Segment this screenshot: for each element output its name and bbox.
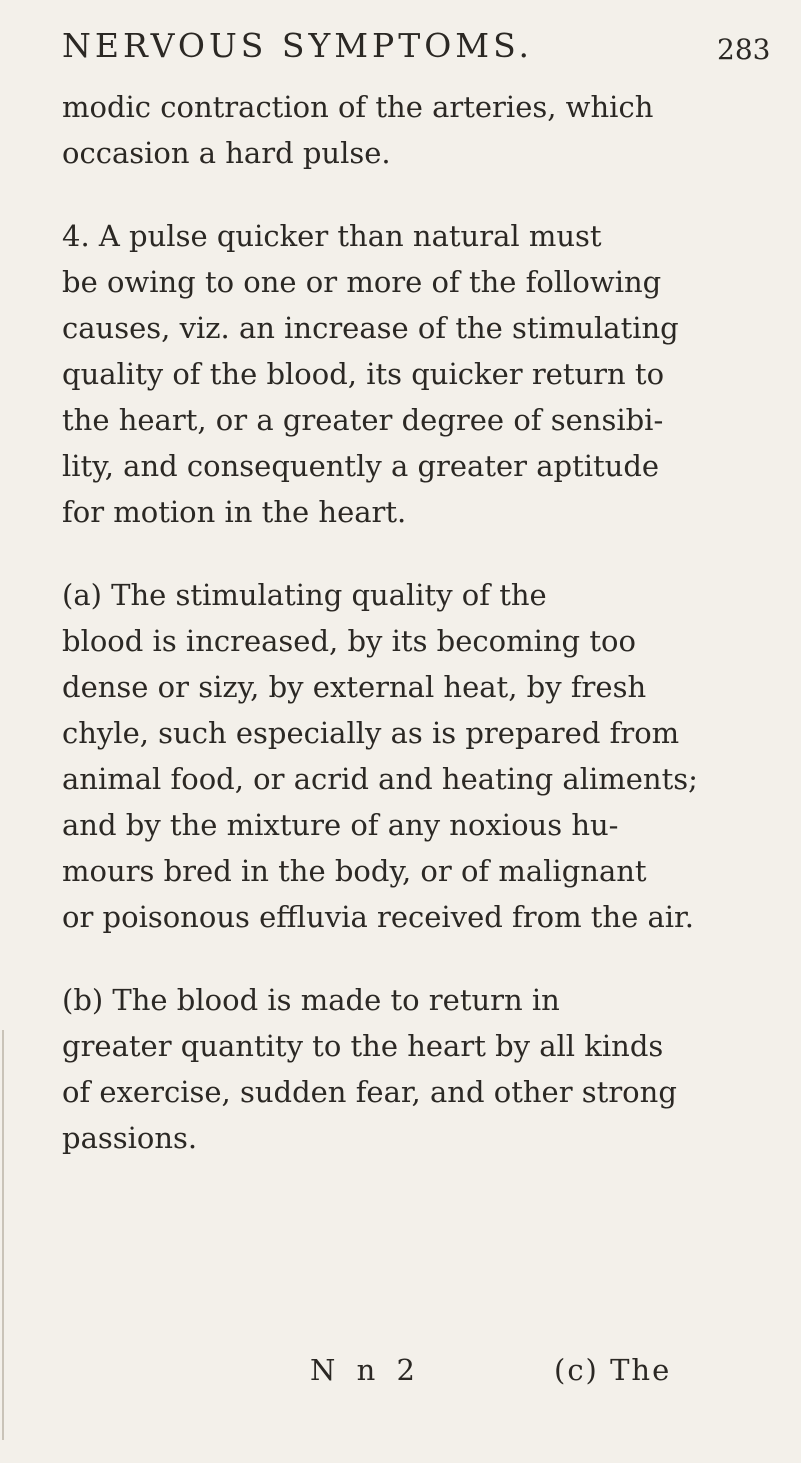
text-line: quality of the blood, its quicker return to [62, 357, 665, 391]
text-line: (b) The blood is made to return in [62, 983, 560, 1017]
paragraph-4 [62, 213, 742, 535]
text-line: of exercise, sudden fear, and other strong [62, 1075, 677, 1109]
text-line: and by the mixture of any noxious hu- [62, 808, 619, 842]
gutter-shadow [2, 1030, 4, 1440]
text-line: (a) The stimulating quality of the [62, 578, 547, 612]
text-line: for motion in the heart. [62, 495, 407, 529]
paragraph-gap [62, 176, 742, 213]
page-number: 283 [717, 33, 771, 66]
paragraph-gap [62, 535, 742, 572]
paragraph-a [62, 572, 742, 940]
text-line: or poisonous effluvia received from the air. [62, 900, 694, 934]
text-line: be owing to one or more of the following [62, 265, 662, 299]
body-text [62, 84, 742, 1161]
running-title: NERVOUS SYMPTOMS. [62, 26, 534, 65]
text-line: chyle, such especially as is prepared from [62, 716, 680, 750]
text-line: modic contraction of the arteries, which [62, 90, 654, 124]
text-line: passions. [62, 1121, 198, 1155]
text-line: the heart, or a greater degree of sensibi- [62, 403, 664, 437]
paragraph-continuation [62, 84, 742, 176]
catchword: (c) The [554, 1353, 672, 1387]
text-line: greater quantity to the heart by all kinds [62, 1029, 664, 1063]
paragraph-gap [62, 940, 742, 977]
text-line: causes, viz. an increase of the stimulating [62, 311, 679, 345]
text-line: mours bred in the body, or of malignant [62, 854, 647, 888]
paragraph-b [62, 977, 742, 1161]
page-footer [0, 1350, 801, 1390]
text-line: animal food, or acrid and heating aliments; [62, 762, 698, 796]
signature-mark: N n 2 [310, 1353, 421, 1387]
text-line: occasion a hard pulse. [62, 136, 391, 170]
text-line: blood is increased, by its becoming too [62, 624, 636, 658]
text-line: 4. A pulse quicker than natural must [62, 219, 602, 253]
text-line: lity, and consequently a greater aptitude [62, 449, 660, 483]
text-line: dense or sizy, by external heat, by fresh [62, 670, 647, 704]
